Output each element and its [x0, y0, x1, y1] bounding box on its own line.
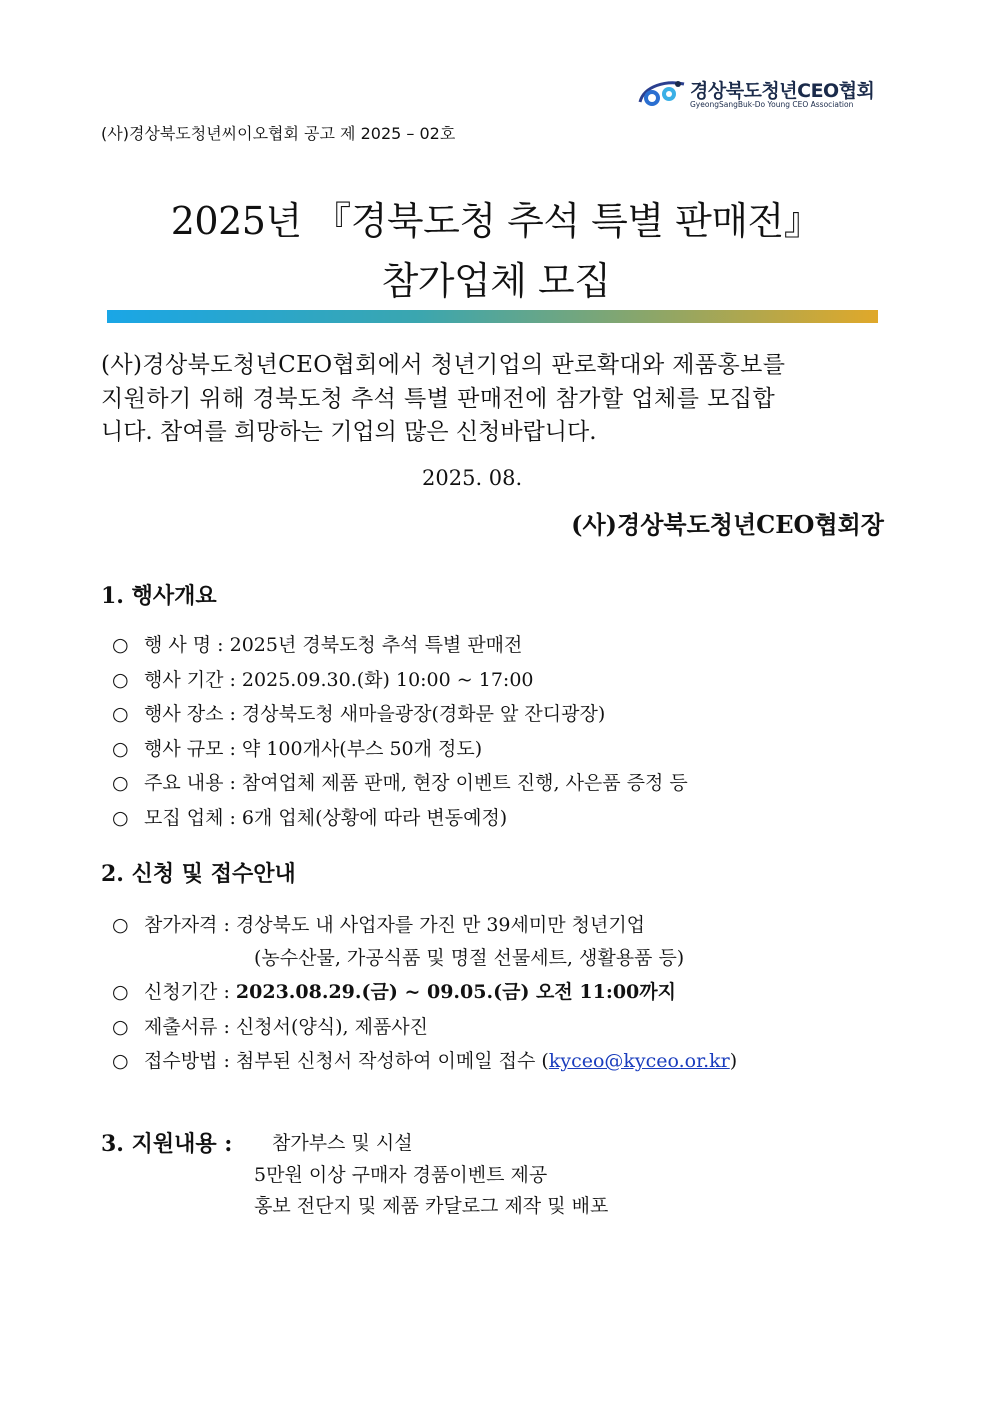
organization-logo: [636, 76, 896, 112]
application-row: [112, 1046, 737, 1073]
section3-heading: 3. 지원내용 :: [101, 1131, 233, 1157]
bullet-circle-icon: ○: [112, 772, 129, 794]
event-info-row: [112, 630, 522, 657]
support-item: 참가부스 및 시설: [272, 1132, 413, 1154]
event-scale: 행사 규모 : 약 100개사(부스 50개 정도): [144, 738, 483, 760]
eligibility: 참가자격 : 경상북도 내 사업자를 가진 만 39세미만 청년기업: [144, 914, 646, 936]
bullet-circle-icon: ○: [112, 703, 129, 725]
event-info-row: [112, 665, 534, 692]
event-info-row: [112, 734, 482, 761]
event-recruit-count: 모집 업체 : 6개 업체(상황에 따라 변동예정): [144, 807, 508, 829]
period-label: 신청기간 :: [144, 981, 236, 1003]
section1-heading: 1. 행사개요: [101, 583, 217, 609]
event-period: 행사 기간 : 2025.09.30.(화) 10:00 ~ 17:00: [144, 669, 534, 691]
method-prefix: 접수방법 : 첨부된 신청서 작성하여 이메일 접수 (: [144, 1050, 549, 1072]
title-divider: [107, 310, 878, 323]
application-row: [112, 910, 645, 937]
event-main-content: 주요 내용 : 참여업체 제품 판매, 현장 이벤트 진행, 사은품 증정 등: [144, 772, 688, 794]
logo-title: 경상북도청년CEO협회: [690, 80, 875, 102]
section2-heading: 2. 신청 및 접수안내: [101, 861, 296, 887]
intro-line1: (사)경상북도청년CEO협회에서 청년기업의 판로확대와 제품홍보를: [101, 352, 786, 378]
support-item: 5만원 이상 구매자 경품이벤트 제공: [254, 1164, 548, 1186]
bullet-circle-icon: ○: [112, 634, 129, 656]
issuer-organization: (사)경상북도청년CEO협회장: [571, 510, 884, 539]
bullet-circle-icon: ○: [112, 669, 129, 691]
event-info-row: [112, 699, 605, 726]
event-info-row: [112, 803, 507, 830]
logo-subtitle: GyeongSangBuk-Do Young CEO Association: [690, 100, 854, 109]
logo-emblem-icon: [636, 76, 688, 112]
eligibility-note: (농수산물, 가공식품 및 명절 선물세트, 생활용품 등): [254, 947, 685, 969]
contact-email-link[interactable]: kyceo@kyceo.or.kr: [548, 1050, 730, 1072]
required-documents: 제출서류 : 신청서(양식), 제품사진: [144, 1016, 428, 1038]
period-value: 2023.08.29.(금) ~ 09.05.(금) 오전 11:00까지: [235, 981, 676, 1003]
support-item: 홍보 전단지 및 제품 카달로그 제작 및 배포: [254, 1195, 609, 1217]
application-row: [112, 977, 676, 1004]
bullet-circle-icon: ○: [112, 914, 129, 936]
intro-line2: 지원하기 위해 경북도청 추석 특별 판매전에 참가할 업체를 모집합: [101, 386, 776, 412]
document-title-line2: 참가업체 모집: [381, 259, 611, 303]
notice-date: 2025. 08.: [422, 466, 523, 490]
event-info-row: [112, 768, 688, 795]
application-row: [112, 1012, 428, 1039]
event-name: 행 사 명 : 2025년 경북도청 추석 특별 판매전: [144, 634, 523, 656]
notice-number: (사)경상북도청년씨이오협회 공고 제 2025 – 02호: [101, 124, 456, 143]
bullet-circle-icon: ○: [112, 807, 129, 829]
bullet-circle-icon: ○: [112, 981, 129, 1003]
event-location: 행사 장소 : 경상북도청 새마을광장(경화문 앞 잔디광장): [144, 703, 606, 725]
bullet-circle-icon: ○: [112, 1016, 129, 1038]
method-suffix: ): [729, 1050, 738, 1072]
bullet-circle-icon: ○: [112, 1050, 129, 1072]
intro-line3: 니다. 참여를 희망하는 기업의 많은 신청바랍니다.: [101, 419, 597, 445]
document-title-line1: 2025년 『경북도청 추석 특별 판매전』: [170, 199, 822, 243]
bullet-circle-icon: ○: [112, 738, 129, 760]
